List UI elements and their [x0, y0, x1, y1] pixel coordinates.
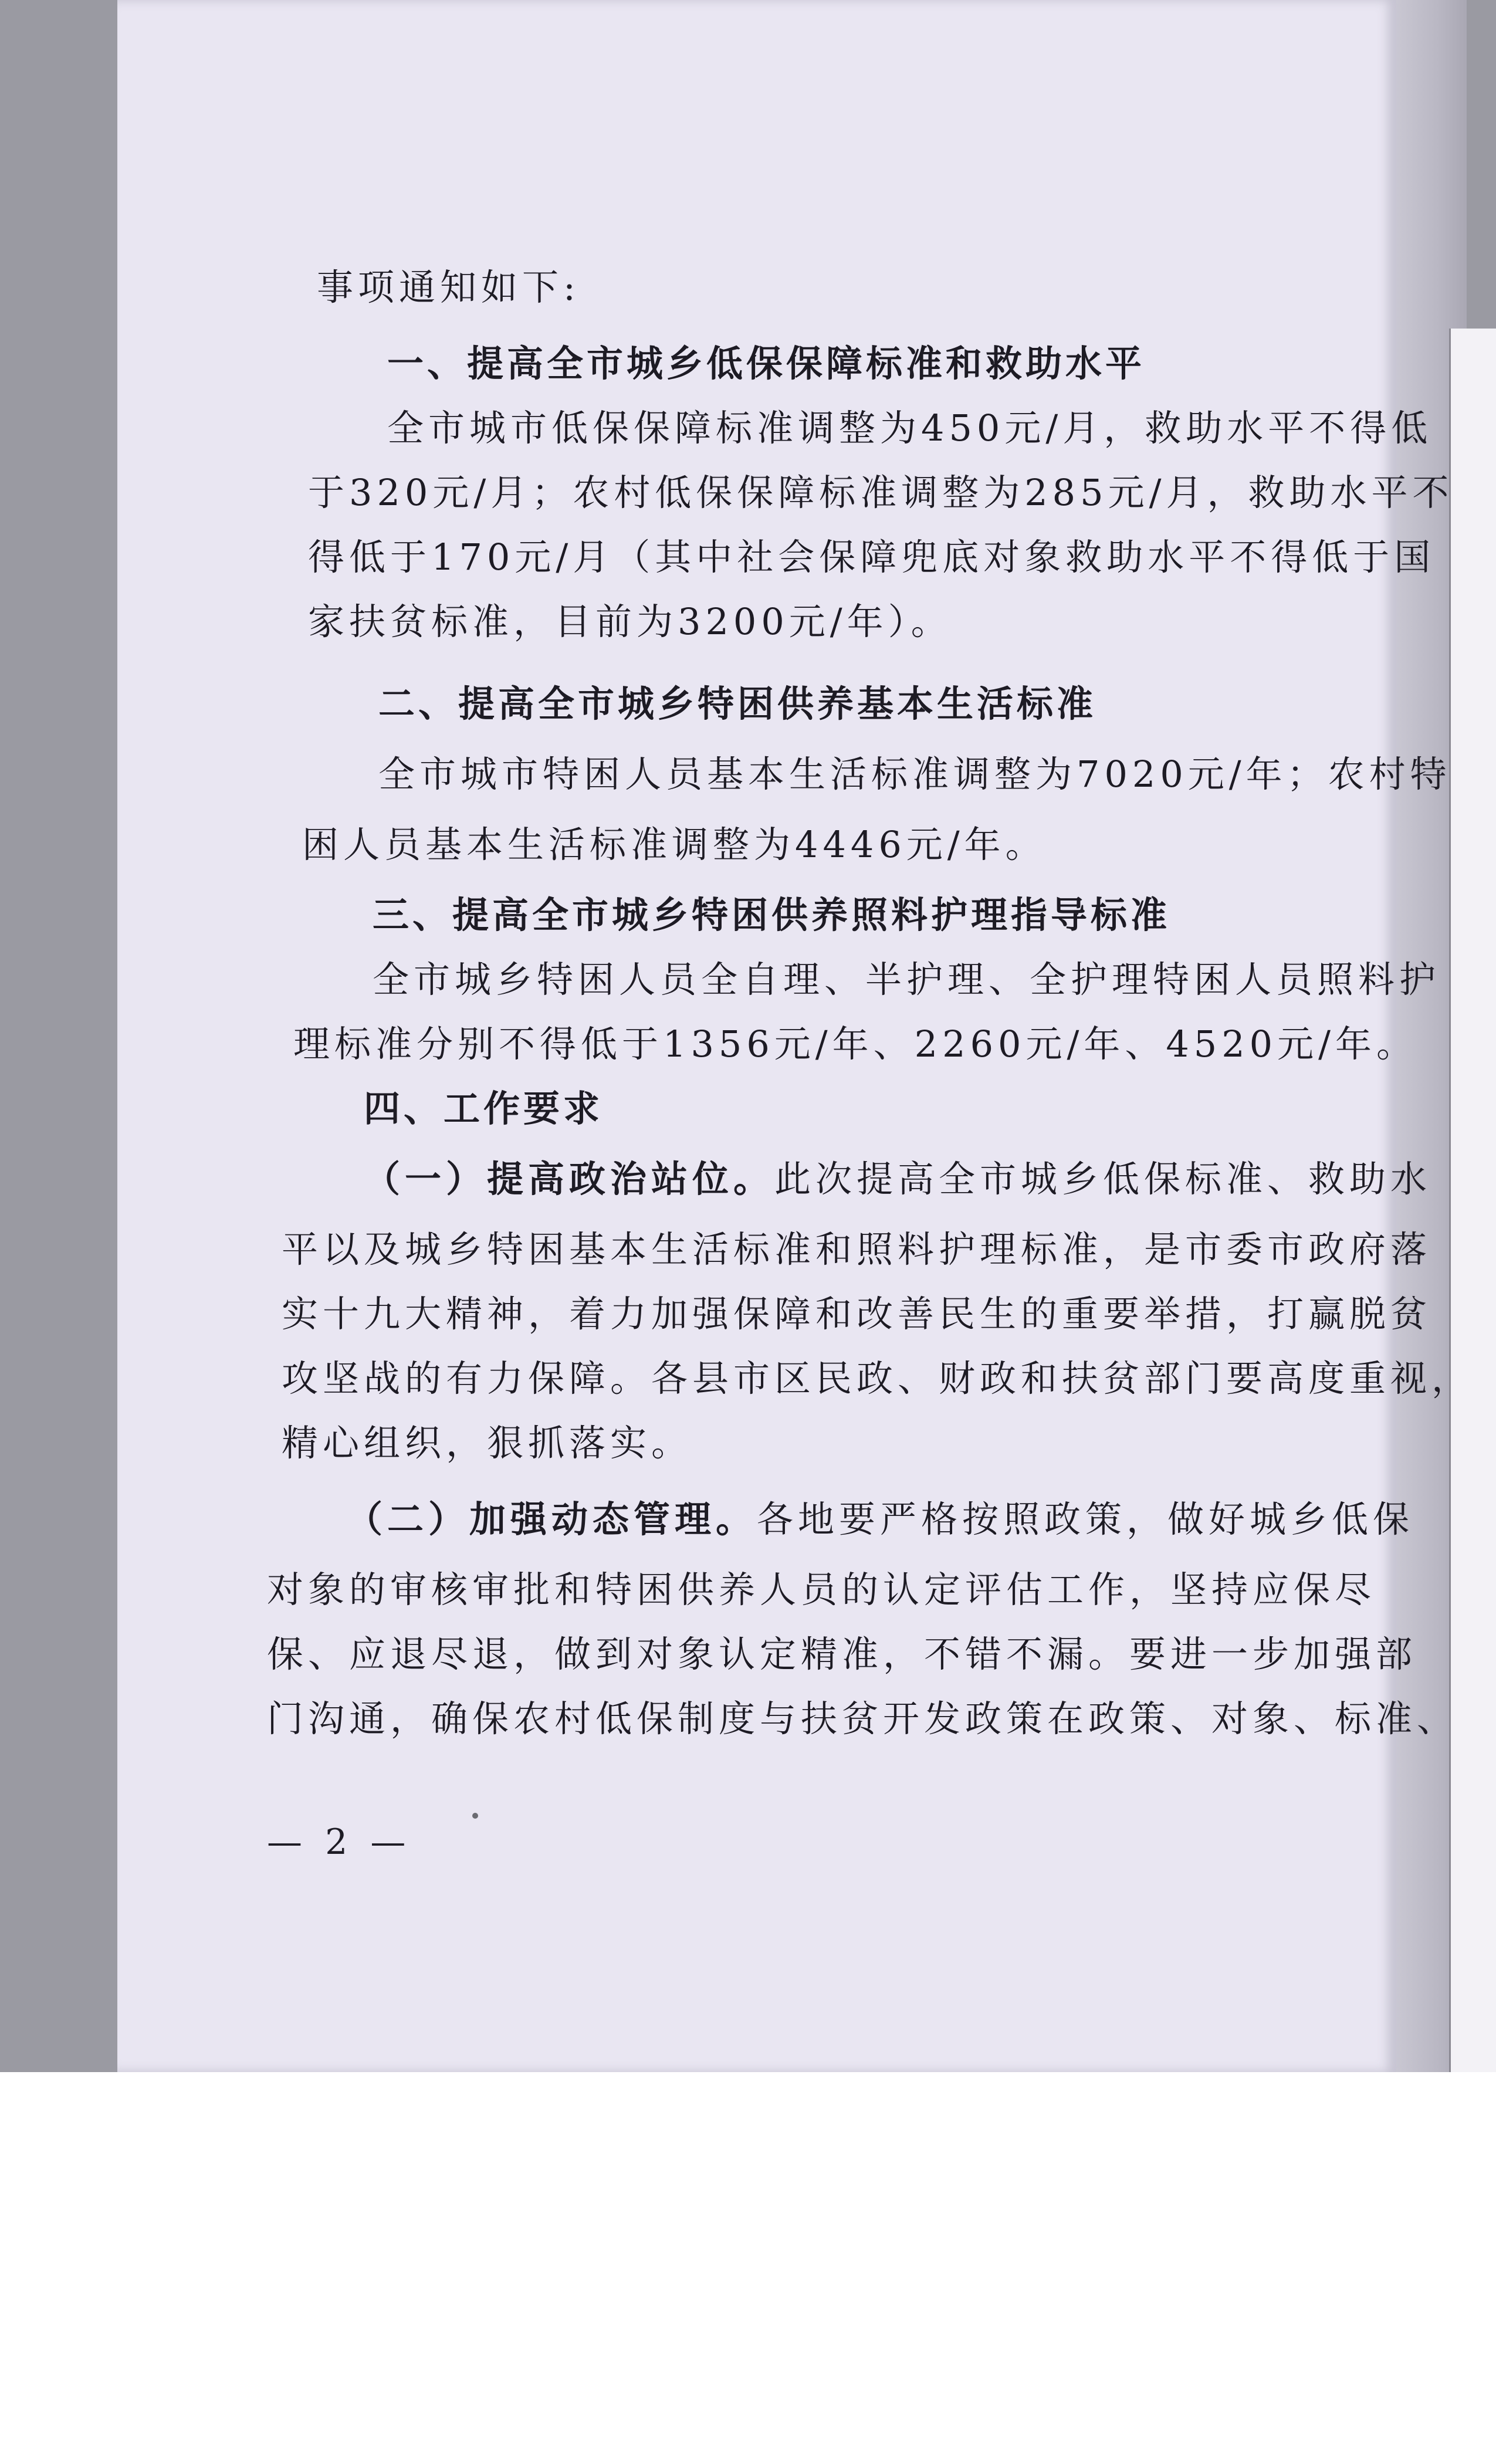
section-heading-3: 三、提高全市城乡特困供养照料护理指导标准: [373, 893, 1171, 936]
body-text: 此次提高全市城乡低保标准、救助水: [774, 1157, 1432, 1200]
body-line: 于320元/月；农村低保保障标准调整为285元/月，救助水平不: [308, 471, 1454, 514]
scan-speck: [472, 1813, 478, 1819]
intro-line: 事项通知如下:: [317, 266, 580, 309]
subsection-paragraph-1: [364, 1150, 1431, 1202]
body-line: 平以及城乡特困基本生活标准和照料护理标准，是市委市政府落: [282, 1228, 1432, 1271]
body-line: 实十九大精神，着力加强保障和改善民生的重要举措，打赢脱贫: [282, 1292, 1432, 1335]
body-line: 理标准分别不得低于1356元/年、2260元/年、4520元/年。: [293, 1023, 1418, 1065]
section-heading-4: 四、工作要求: [364, 1087, 604, 1130]
body-line: 全市城市特困人员基本生活标准调整为7020元/年；农村特: [378, 753, 1451, 796]
subsection-lead-2: （二）加强动态管理。: [346, 1498, 757, 1541]
body-line: 对象的审核审批和特困供养人员的认定评估工作，坚持应保尽: [267, 1568, 1376, 1611]
subsection-lead-1: （一）提高政治站位。: [364, 1157, 775, 1200]
body-line: 全市城乡特困人员全自理、半护理、全护理特困人员照料护: [373, 958, 1441, 1001]
body-line: 门沟通，确保农村低保制度与扶贫开发政策在政策、对象、标准、: [267, 1697, 1458, 1740]
body-line: 攻坚战的有力保障。各县市区民政、财政和扶贫部门要高度重视，: [282, 1357, 1473, 1400]
body-line: 得低于170元/月（其中社会保障兜底对象救助水平不得低于国: [308, 536, 1436, 578]
body-line: 保、应退尽退，做到对象认定精准，不错不漏。要进一步加强部: [267, 1633, 1417, 1676]
section-heading-2: 二、提高全市城乡特困供养基本生活标准: [378, 682, 1097, 725]
body-text: 各地要严格按照政策，做好城乡低保: [757, 1498, 1414, 1541]
body-line: 全市城市低保保障标准调整为450元/月，救助水平不得低: [387, 407, 1433, 449]
section-heading-1: 一、提高全市城乡低保保障标准和救助水平: [387, 342, 1146, 385]
body-line: 精心组织，狠抓落实。: [282, 1421, 693, 1464]
page-number: — 2 —: [267, 1822, 412, 1863]
body-line: 困人员基本生活标准调整为4446元/年。: [302, 823, 1047, 866]
body-line: 家扶贫标准，目前为3200元/年）。: [308, 600, 952, 643]
subsection-paragraph-2: [346, 1490, 1414, 1542]
